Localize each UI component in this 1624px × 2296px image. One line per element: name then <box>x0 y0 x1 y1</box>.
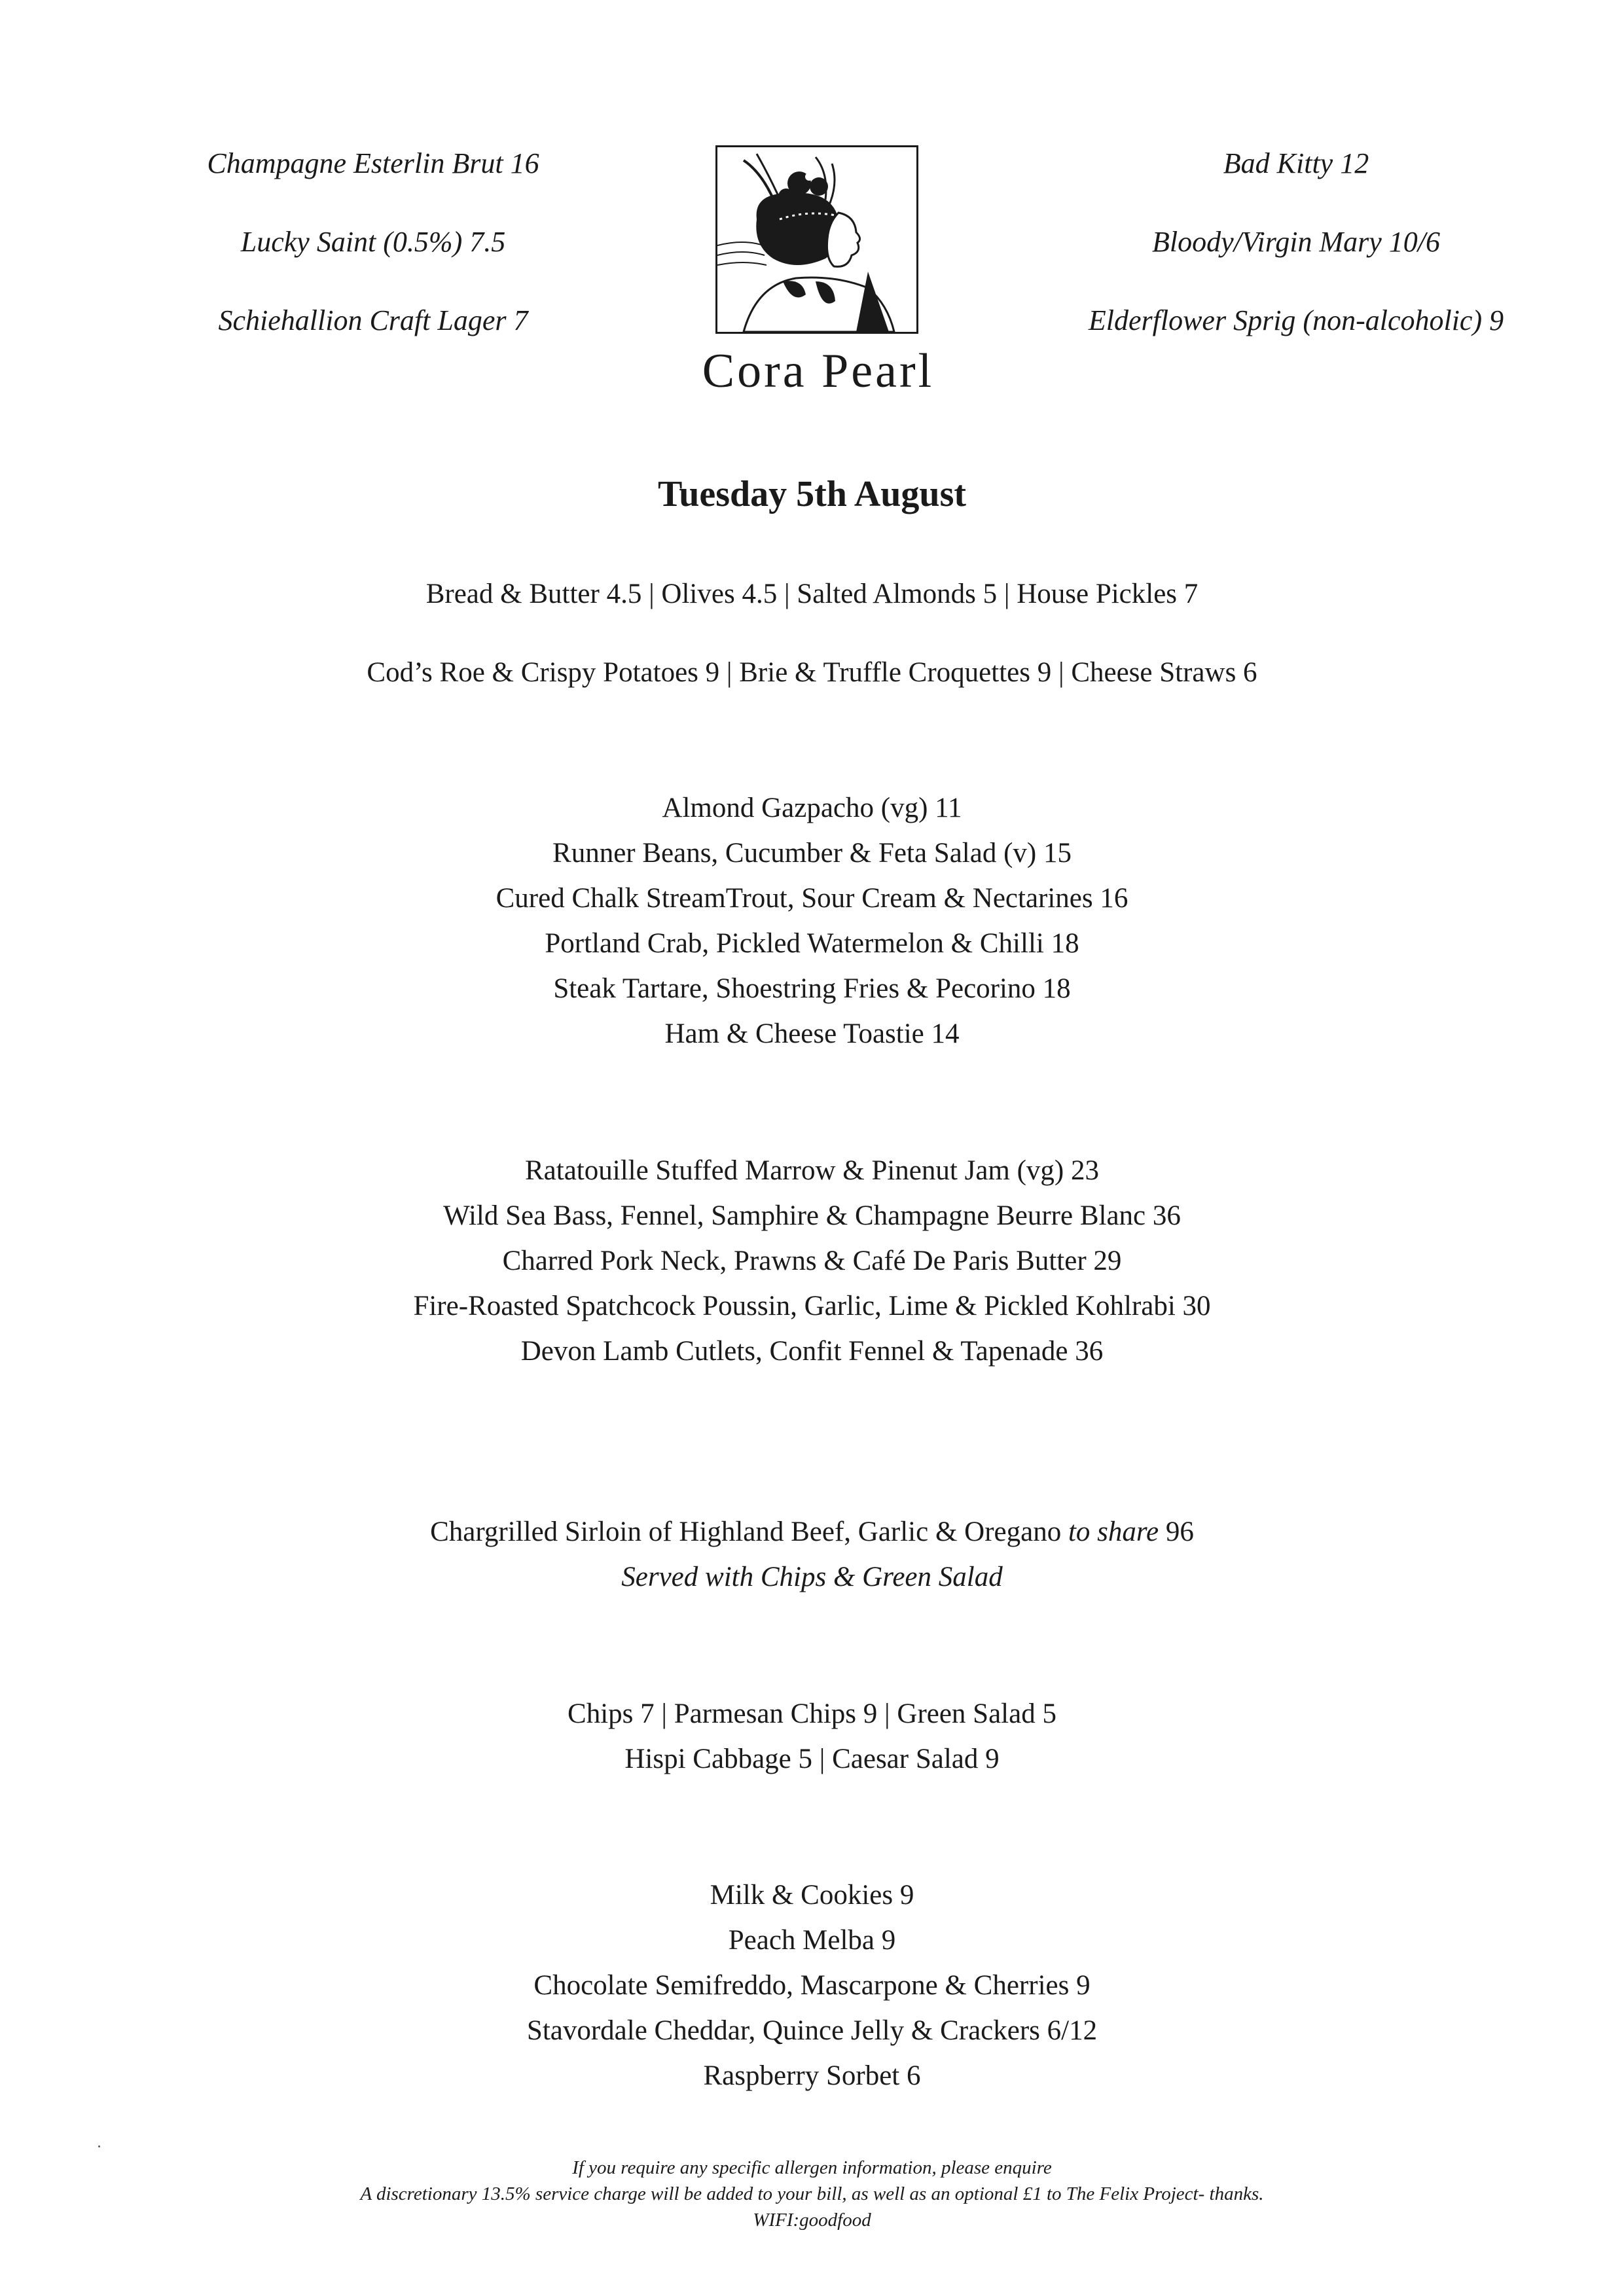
share-served-with: Served with Chips & Green Salad <box>621 1562 1003 1592</box>
snacks-line: Cod’s Roe & Crispy Potatoes 9 | Brie & Truffle Croquettes 9 | Cheese Straws 6 <box>367 657 1257 688</box>
footer-notes <box>0 2155 1624 2233</box>
stray-dot <box>98 2145 100 2147</box>
menu-item: Raspberry Sorbet 6 <box>703 2060 921 2091</box>
share-qualifier: to share <box>1068 1516 1159 1547</box>
menu-item: Charred Pork Neck, Prawns & Café De Paris Butter 29 <box>502 1246 1122 1276</box>
menu-item: Cured Chalk StreamTrout, Sour Cream & Nectarines 16 <box>496 883 1128 914</box>
menu-item: Ham & Cheese Toastie 14 <box>664 1018 960 1049</box>
sides-list <box>0 1691 1624 1782</box>
menu-item: Ratatouille Stuffed Marrow & Pinenut Jam (vg) 23 <box>525 1155 1099 1186</box>
drink-item: Champagne Esterlin Brut 16 <box>207 147 539 179</box>
drink-item: Schiehallion Craft Lager 7 <box>218 304 528 336</box>
restaurant-name: Cora Pearl <box>702 344 935 398</box>
drink-item: Bad Kitty 12 <box>1223 147 1369 179</box>
wifi-note: WIFI:goodfood <box>753 2210 871 2231</box>
drinks-left-list <box>124 144 622 380</box>
menu-item: Wild Sea Bass, Fennel, Samphire & Champagne Beurre Blanc 36 <box>443 1200 1181 1231</box>
desserts-list <box>0 1873 1624 2098</box>
drinks-right-list <box>1047 144 1545 380</box>
menu-item: Almond Gazpacho (vg) 11 <box>662 793 962 823</box>
menu-item: Chocolate Semifreddo, Mascarpone & Cherries 9 <box>533 1970 1091 2001</box>
menu-item: Runner Beans, Cucumber & Feta Salad (v) 15 <box>552 838 1072 869</box>
logo-illustration <box>715 145 918 334</box>
menu-item: Portland Crab, Pickled Watermelon & Chilli 18 <box>545 928 1079 959</box>
allergen-note: If you require any specific allergen information, please enquire <box>572 2157 1052 2178</box>
menu-date: Tuesday 5th August <box>657 474 967 514</box>
menu-item: Milk & Cookies 9 <box>710 1880 914 1910</box>
service-charge-note: A discretionary 13.5% service charge will be added to your bill, as well as an optional £1 to The Felix Project- thanks. <box>360 2183 1264 2204</box>
starters-list <box>0 785 1624 1056</box>
portrait-icon <box>717 147 916 332</box>
menu-item: Steak Tartare, Shoestring Fries & Pecorino 18 <box>553 973 1071 1004</box>
snacks-line: Bread & Butter 4.5 | Olives 4.5 | Salted Almonds 5 | House Pickles 7 <box>425 579 1199 609</box>
menu-item: Stavordale Cheddar, Quince Jelly & Crackers 6/12 <box>526 2015 1098 2046</box>
menu-item: Peach Melba 9 <box>728 1925 896 1956</box>
share-section <box>0 1509 1624 1600</box>
menu-item: Chips 7 | Parmesan Chips 9 | Green Salad 5 <box>568 1698 1056 1729</box>
drink-item: Lucky Saint (0.5%) 7.5 <box>240 226 506 258</box>
drink-item: Elderflower Sprig (non-alcoholic) 9 <box>1088 304 1504 336</box>
mains-list <box>0 1148 1624 1374</box>
menu-item: Fire-Roasted Spatchcock Poussin, Garlic, Lime & Pickled Kohlrabi 30 <box>413 1291 1211 1321</box>
menu-item: Hispi Cabbage 5 | Caesar Salad 9 <box>624 1744 1000 1774</box>
share-dish: Chargrilled Sirloin of Highland Beef, Garlic & Oregano to share 96 <box>430 1516 1194 1547</box>
drink-item: Bloody/Virgin Mary 10/6 <box>1152 226 1440 258</box>
menu-item: Devon Lamb Cutlets, Confit Fennel & Tapenade 36 <box>520 1336 1104 1367</box>
